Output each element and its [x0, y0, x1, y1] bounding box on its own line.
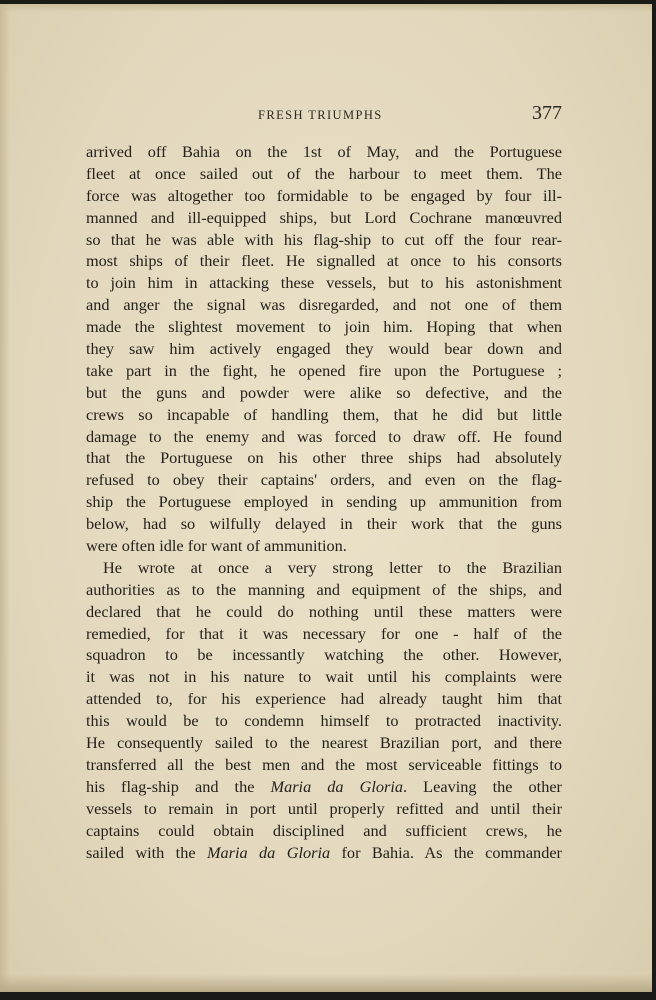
book-page — [0, 4, 652, 992]
text-line: damage to the enemy and was forced to draw off. He found — [86, 426, 562, 446]
text-line: take part in the fight, he opened fire upon the Portuguese ; — [86, 360, 562, 380]
text-line: and anger the signal was disregarded, and not one of them — [86, 295, 562, 315]
text-line: fleet at once sailed out of the harbour to meet them. The — [86, 163, 562, 183]
text-line: squadron to be incessantly watching the other. However, — [86, 645, 562, 665]
text-line: so that he was able with his flag-ship to cut off the four rear- — [86, 229, 562, 249]
text-line: remedied, for that it was necessary for one - half of the — [86, 623, 562, 643]
text-line: that the Portuguese on his other three ships had absolutely — [86, 448, 562, 468]
text-line: He wrote at once a very strong letter to the Brazilian — [103, 557, 562, 577]
text-line: below, had so wilfully delayed in their work that the guns — [86, 514, 562, 534]
ship-name-italic: Maria da Gloria — [270, 776, 404, 796]
text-segment: for Bahia. As the commander — [330, 842, 562, 862]
text-line: crews so incapable of handling them, that he did but little — [86, 404, 562, 424]
text-line: but the guns and powder were alike so defective, and the — [86, 382, 562, 402]
text-line: force was altogether too formidable to be engaged by four ill- — [86, 185, 562, 205]
text-segment: . Leaving the other — [403, 776, 562, 796]
text-line: transferred all the best men and the most serviceable fittings to — [86, 754, 562, 774]
text-line: it was not in his nature to wait until his complaints were — [86, 667, 562, 687]
page-bottom-shadow — [0, 974, 652, 992]
page-number: 377 — [532, 102, 562, 124]
text-segment: sailed with the — [86, 842, 207, 862]
page-edge-shadow-top — [0, 4, 652, 12]
chapter-title: FRESH TRIUMPHS — [258, 108, 383, 122]
text-line: arrived off Bahia on the 1st of May, and the Portuguese — [86, 142, 562, 161]
text-line — [86, 842, 562, 864]
text-line: captains could obtain disciplined and sufficient crews, he — [86, 820, 562, 840]
text-line: attended to, for his experience had already taught him that — [86, 689, 562, 709]
text-line: most ships of their fleet. He signalled at once to his consorts — [86, 251, 562, 271]
text-line: He consequently sailed to the nearest Brazilian port, and there — [86, 733, 562, 753]
text-line: vessels to remain in port until properly refitted and until their — [86, 798, 562, 818]
text-line: manned and ill-equipped ships, but Lord Cochrane manœuvred — [86, 207, 562, 227]
running-header — [86, 102, 562, 132]
text-line: to join him in attacking these vessels, but to his astonishment — [86, 273, 562, 293]
text-line: authorities as to the manning and equipment of the ships, and — [86, 579, 562, 599]
text-line: refused to obey their captains' orders, and even on the flag- — [86, 470, 562, 490]
text-line: they saw him actively engaged they would bear down and — [86, 339, 562, 359]
text-line: made the slightest movement to join him. Hoping that when — [86, 317, 562, 337]
body-text — [86, 141, 562, 863]
text-segment: his flag-ship and the — [86, 776, 271, 796]
text-line: were often idle for want of ammunition. — [86, 536, 347, 556]
text-line: this would be to condemn himself to protracted inactivity. — [86, 711, 562, 731]
text-line — [86, 776, 562, 798]
page-edge-shadow-left — [0, 4, 10, 992]
text-line: declared that he could do nothing until these matters were — [86, 601, 562, 621]
ship-name-italic: Maria da Gloria — [206, 842, 331, 862]
text-line: ship the Portuguese employed in sending up ammunition from — [86, 492, 562, 512]
